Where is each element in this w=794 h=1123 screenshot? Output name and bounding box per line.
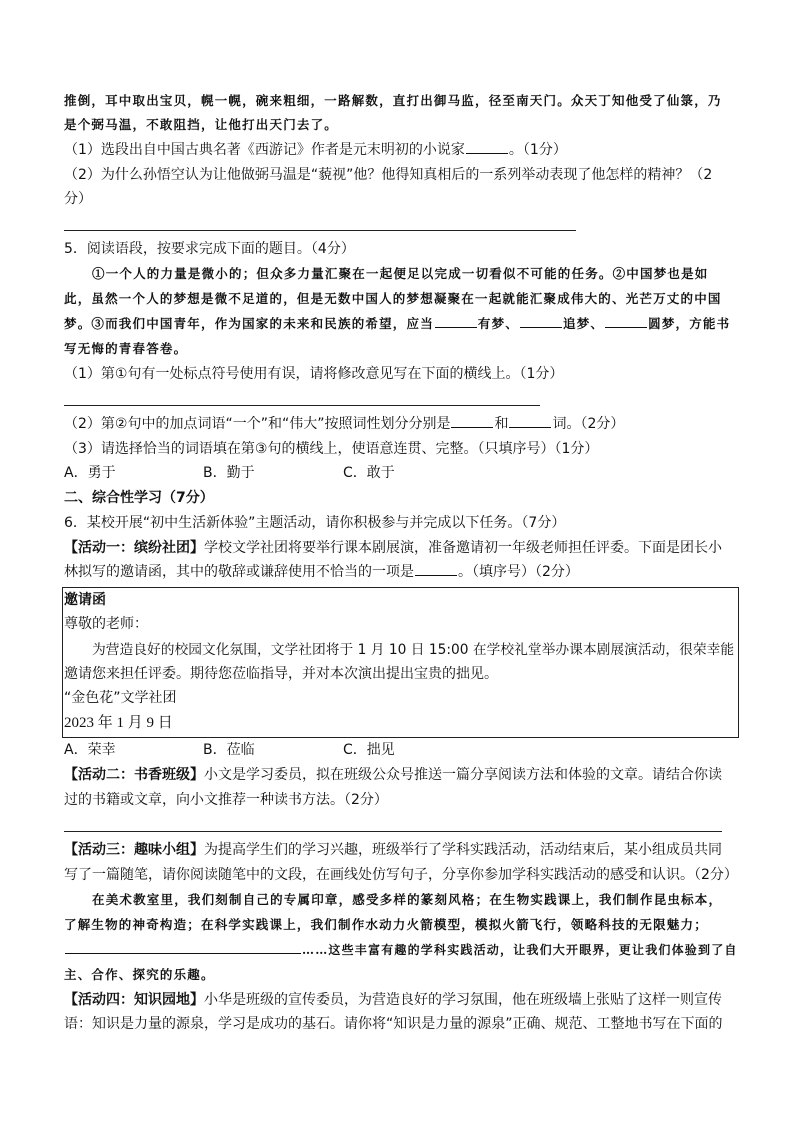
- q5-option-a[interactable]: A．勇于: [64, 465, 116, 481]
- activity-1-line-2: [64, 561, 579, 583]
- letter-date: 2023 年 1 月 9 日: [64, 715, 173, 731]
- activity-4-tag: 【活动四：知识园地】: [64, 992, 204, 1008]
- q4-s1-tail: 。（1分）: [508, 142, 567, 158]
- passage-line-2: 是个弼马温，不敢阻挡，让他打出天门去了。: [64, 117, 339, 132]
- q5-s2-text-b: 和: [494, 416, 509, 432]
- q5-passage-line-4: 写无悔的青春答卷。: [64, 341, 188, 356]
- q5-p3-part-b: 有梦、: [477, 316, 520, 331]
- letter-title: 邀请函: [64, 592, 106, 608]
- letter-body-line-1: 为营造良好的校园文化氛围，文学社团将于 1 月 10 日 15:00 在学校礼堂举办课本剧展演活动，很荣幸能: [92, 642, 735, 658]
- q5-p3-part-c: 追梦、: [563, 316, 605, 331]
- answer-blank[interactable]: [415, 561, 457, 576]
- invitation-letter-box: [62, 587, 739, 738]
- q4-subquestion-2: （2）为什么孙悟空认为让他做弼马温是“藐视”他？他得知真相后的一系列举动表现了他怎样的精神？（2: [64, 167, 713, 183]
- answer-blank[interactable]: [605, 313, 647, 328]
- q5-passage-line-1: ①一个人的力量是微小的；但众多力量汇聚在一起便足以完成一切看似不可能的任务。②中国梦也是如: [92, 266, 709, 281]
- activity-3-line-2: 写了一篇随笔，请你阅读随笔中的文段，在画线处仿写句子，分享你参加学科实践活动的感受和认识。（2分）: [64, 867, 738, 883]
- activity-1-line-1: [64, 537, 722, 559]
- q5-p3-part-a: 梦。③而我们中国青年，作为国家的未来和民族的希望，应当: [64, 316, 434, 331]
- answer-blank[interactable]: [65, 939, 301, 954]
- q5-option-b[interactable]: B．勤于: [203, 465, 255, 481]
- essay-line-4: 主、合作、探究的乐趣。: [64, 967, 215, 982]
- answer-line[interactable]: [64, 831, 722, 832]
- answer-blank[interactable]: [466, 139, 508, 154]
- essay-line-2: 了解生物的神奇构造；在科学实践课上，我们制作水动力火箭模型，模拟火箭飞行，领略科技的无限魅力；: [64, 917, 708, 932]
- activity-1-text-b: 林拟写的邀请函，其中的敬辞或谦辞使用不恰当的一项是: [64, 564, 414, 580]
- activity-3-tag: 【活动三：趣味小组】: [64, 842, 204, 858]
- activity-2-tag: 【活动二：书香班级】: [64, 767, 204, 783]
- q4-subquestion-2-cont: 分）: [64, 191, 92, 207]
- q5-subquestion-3: （3）请选择恰当的词语填在第③句的横线上，使语意连贯、完整。（只填序号）（1分）: [64, 441, 599, 457]
- letter-greeting: 尊敬的老师：: [64, 616, 148, 632]
- answer-blank[interactable]: [509, 413, 551, 428]
- activity-1-option-a[interactable]: A．荣幸: [64, 742, 116, 758]
- q6-title: 6．某校开展“初中生活新体验”主题活动，请你积极参与并完成以下任务。（7分）: [64, 515, 566, 531]
- activity-4-text: 小华是班级的宣传委员，为营造良好的学习氛围，他在班级墙上张贴了这样一则宣传: [204, 992, 722, 1008]
- activity-2-line-2: 过的书籍或文章，向小文推荐一种读书方法。（2分）: [64, 792, 388, 808]
- activity-1-text-c: 。（填序号）（2分）: [458, 564, 579, 580]
- activity-3-line-1: [64, 839, 722, 861]
- activity-1-text: 学校文学社团将要举行课本剧展演，准备邀请初一年级老师担任评委。下面是团长小: [204, 540, 722, 556]
- q5-p3-part-d: 圆梦，方能书: [648, 316, 731, 331]
- q5-option-c[interactable]: C．敢于: [343, 465, 395, 481]
- letter-body-line-2: 邀请您来担任评委。期待您莅临指导，并对本次演出提出宝贵的拙见。: [64, 666, 498, 682]
- letter-signature: “金色花”文学社团: [64, 690, 177, 706]
- activity-2-line-1: [64, 764, 722, 786]
- activity-1-option-b[interactable]: B．莅临: [203, 742, 255, 758]
- q5-subquestion-1: （1）第①句有一处标点符号使用有误，请将修改意见写在下面的横线上。（1分）: [64, 366, 564, 382]
- q5-subquestion-2: [64, 413, 624, 435]
- q4-subquestion-1: [64, 139, 567, 161]
- q4-s1-text: （1）选段出自中国古典名著《西游记》作者是元末明初的小说家: [64, 142, 465, 158]
- answer-line[interactable]: [64, 230, 576, 231]
- q5-s2-text-c: 词。（2分）: [552, 416, 625, 432]
- activity-1-tag: 【活动一：缤纷社团】: [64, 540, 204, 556]
- answer-line[interactable]: [64, 405, 540, 406]
- activity-2-text: 小文是学习委员，拟在班级公众号推送一篇分享阅读方法和体验的文章。请结合你读: [204, 767, 722, 783]
- essay-line-3: [64, 939, 738, 961]
- activity-4-line-2: 语：知识是力量的源泉，学习是成功的基石。请你将“知识是力量的源泉”正确、规范、工整地书写在下面的: [64, 1016, 723, 1032]
- section-heading: 二、综合性学习（7分）: [64, 490, 214, 506]
- activity-3-text: 为提高学生们的学习兴趣，班级举行了学科实践活动，活动结束后，某小组成员共同: [204, 842, 722, 858]
- answer-blank[interactable]: [451, 413, 493, 428]
- q5-passage-line-3: [64, 313, 730, 335]
- essay-line-3-text: ……这些丰富有趣的学科实践活动，让我们大开眼界，更让我们体验到了自: [302, 943, 738, 957]
- q5-title: 5．阅读语段，按要求完成下面的题目。（4分）: [64, 241, 355, 257]
- activity-1-option-c[interactable]: C．拙见: [343, 742, 395, 758]
- answer-blank[interactable]: [520, 313, 562, 328]
- q5-passage-line-2: 此，虽然一个人的梦想是微不足道的，但是无数中国人的梦想凝聚在一起就能汇聚成伟大的、光芒万丈的中国: [64, 291, 722, 306]
- q5-s2-text-a: （2）第②句中的加点词语“一个”和“伟大”按照词性划分分别是: [64, 416, 451, 432]
- essay-line-1: 在美术教室里，我们刻制自己的专属印章，感受多样的篆刻风格；在生物实践课上，我们制作昆虫标本，: [92, 892, 723, 907]
- activity-4-line-1: [64, 989, 722, 1011]
- passage-line-1: 推倒，耳中取出宝贝，幌一幌，碗来粗细，一路解数，直打出御马监，径至南天门。众天丁知他受了仙箓，乃: [64, 93, 722, 108]
- answer-blank[interactable]: [435, 313, 477, 328]
